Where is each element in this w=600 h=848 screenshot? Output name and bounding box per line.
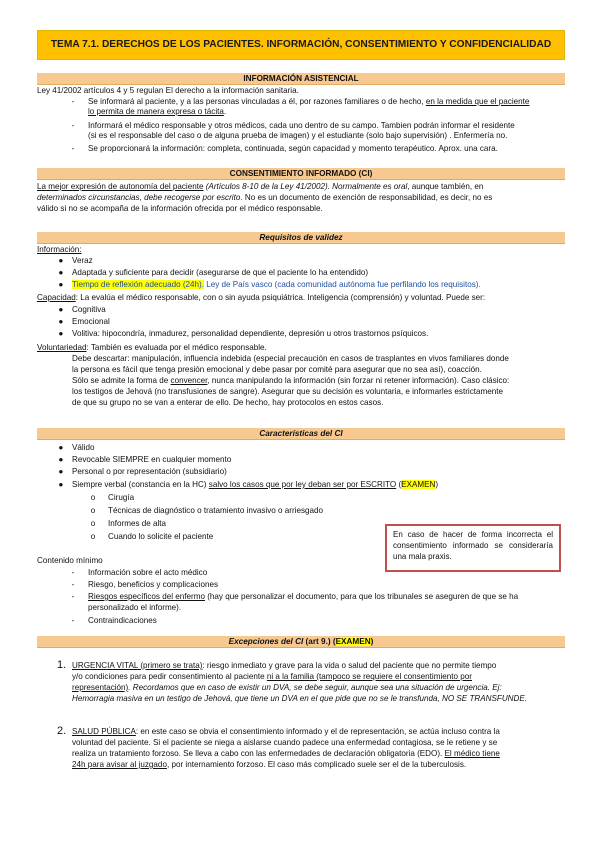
contenido-item-2: Riesgo, beneficios y complicaciones — [88, 580, 219, 589]
text-underlined: salvo los casos que por ley deban ser por ESCRITO — [208, 480, 397, 489]
cap-emocional: Emocional — [72, 317, 110, 326]
note-text: En caso de hacer de forma incorrecta el consentimiento informado se consideraría una mala praxis. — [393, 530, 553, 561]
section-header-text: Características del CI — [259, 429, 343, 438]
text-underlined: URGENCIA VITAL (primero se trata) — [72, 661, 203, 670]
contenido-item-1: Información sobre el acto médico — [88, 568, 208, 577]
bullet-circle: o — [90, 506, 96, 515]
text: (art 9.) ( — [303, 637, 336, 646]
text: Sólo se admite la forma de — [72, 376, 171, 385]
text: , aunque también, en — [407, 182, 484, 191]
text: ) — [370, 637, 374, 646]
bullet-dot: ● — [58, 455, 64, 464]
car-revocable: Revocable SIEMPRE en cualquier momento — [72, 455, 232, 464]
car-valido: Válido — [72, 443, 95, 452]
page-title-text: TEMA 7.1. DERECHOS DE LOS PACIENTES. INFORMACIÓN, CONSENTIMIENTO Y CONFIDENCIALIDAD — [50, 38, 552, 50]
contenido-label: Contenido mínimo — [37, 556, 103, 565]
sub-cirugia: Cirugía — [108, 493, 135, 502]
text: realiza un tratamiento forzoso. Se lleva a cabo con las enfermedades de declaración obligatoria (EDO). — [72, 749, 445, 758]
text: ) — [435, 480, 439, 489]
exc1-line-2 — [72, 672, 568, 682]
text: ( — [396, 480, 402, 489]
info-req-tiempo — [72, 280, 600, 290]
info-item-1-line-1 — [88, 97, 568, 107]
text-italic: (Artículos 8-10 de la Ley 41/2002). Normalmente es oral — [203, 182, 408, 191]
info-item-1-line-2 — [88, 107, 568, 117]
text: (hay que personalizar el documento, para que los tribunales se aseguren de que se ha — [204, 592, 519, 601]
text-italic: . Recordamos que en caso de existir un DVA, se debe seguir, aunque sea una situación de urgencia. Ej: — [128, 683, 502, 692]
cap-cognitiva: Cognitiva — [72, 305, 106, 314]
capacidad-line — [37, 293, 565, 303]
section-header-excepciones — [37, 636, 565, 648]
text: , nunca manipulando la información (sin forzar ni retener información). Caso clásico: — [207, 376, 510, 385]
dash-bullet: - — [71, 121, 75, 130]
bullet-dot: ● — [58, 268, 64, 277]
info-item-3: Se proporcionará la información: completa, continuada, según capacidad y momento terapéutico. Aprox. una cara. — [88, 144, 498, 153]
text: : También es evaluada por el médico responsable. — [86, 343, 267, 352]
vol-line-2: la persona es fácil que tenga presión emocional y debe pasar por comité para asegurar que no sea así), coacción. — [72, 365, 482, 374]
text: y/o condiciones para pedir consentimiento al paciente — [72, 672, 267, 681]
text: , por internamiento forzoso. El caso más complicado suele ser el de la tuberculosis. — [166, 760, 467, 769]
bullet-dot: ● — [58, 256, 64, 265]
text-underlined: El médico tiene — [444, 749, 500, 758]
contenido-item-4: Contraindicaciones — [88, 616, 157, 625]
section-header-text: Excepciones del CI — [228, 637, 304, 646]
car-personal: Personal o por representación (subsidiario) — [72, 467, 227, 476]
info-req-adaptada: Adaptada y suficiente para decidir (asegurarse de que el paciente lo ha entendido) — [72, 268, 369, 277]
cap-volitiva: Volitiva: hipocondría, inmadurez, personalidad dependiente, depresión u otros trastornos psíquicos. — [72, 329, 429, 338]
section-header-text: CONSENTIMIENTO INFORMADO (CI) — [229, 169, 373, 178]
text-italic: determinados circunstancias, debe recogerse por escrito — [37, 193, 241, 202]
section-header-text: INFORMACIÓN ASISTENCIAL — [243, 74, 359, 83]
sub-tecnicas: Técnicas de diagnóstico o tratamiento invasivo o arriesgado — [108, 506, 324, 515]
text: . No es un documento de exención de responsabilidad, es decir, no es — [240, 193, 493, 202]
exc1-line-3 — [72, 683, 568, 693]
bullet-dot: ● — [58, 329, 64, 338]
exc2-line-3 — [72, 749, 568, 759]
capacidad-label: Capacidad — [37, 293, 76, 302]
text: Siempre verbal (constancia en la HC) — [72, 480, 209, 489]
exc2-line-1 — [72, 727, 568, 737]
text-underlined: lo permita de manera expresa o tácita — [88, 107, 224, 116]
text-underlined: La mejor expresión de autonomía del paciente — [37, 182, 204, 191]
text-underlined: ni a la familia (tampoco se requiere el consentimiento por — [266, 672, 472, 681]
info-item-2-line-1: Informará el médico responsable y otros médicos, cada uno dentro de su campo. Tambien podrán informar el residente — [88, 121, 515, 130]
dash-bullet: - — [71, 144, 75, 153]
car-escrito — [72, 480, 600, 490]
bullet-dot: ● — [58, 480, 64, 489]
exception-number-2: 2. — [57, 725, 67, 737]
text-underlined: 24h para avisar al juzgado — [72, 760, 167, 769]
sub-informes: Informes de alta — [108, 519, 167, 528]
text: : La evalúa el médico responsable, con o sin ayuda psiquiátrica. Inteligencia (comprensión) y voluntad. Puede ser: — [75, 293, 486, 302]
dash-bullet: - — [71, 580, 75, 589]
ci-line-3: válido si no se acompaña de la información ofrecida por el médico responsable. — [37, 204, 323, 213]
vol-line-4: los testigos de Jehová (no transfusiones de sangre). Asegurar que su decisión es voluntaria, e informarles estrictamente — [72, 387, 503, 396]
bullet-dot: ● — [58, 443, 64, 452]
text-underlined: en la medida que el paciente — [425, 97, 530, 106]
bullet-dot: ● — [58, 467, 64, 476]
dash-bullet: - — [71, 616, 75, 625]
section-header-consentimiento — [37, 168, 565, 180]
contenido-item-3-line-2: personalizado el informe). — [88, 603, 182, 612]
bullet-dot: ● — [58, 280, 64, 289]
vol-line-1: Debe descartar: manipulación, influencia indebida (especial precaución en casos de trasplantes en vivos familiares donde — [72, 354, 509, 363]
contenido-item-3-line-1 — [88, 592, 568, 602]
text-underlined: Riesgos específicos del enfermo — [88, 592, 205, 601]
info-intro: Ley 41/2002 artículos 4 y 5 regulan El derecho a la información sanitaria. — [37, 86, 299, 95]
dash-bullet: - — [71, 568, 75, 577]
bullet-dot: ● — [58, 305, 64, 314]
section-header-info-asistencial — [37, 73, 565, 85]
text-underlined: SALUD PÚBLICA — [72, 727, 136, 736]
informacion-label: Información: — [37, 245, 82, 254]
section-header-requisitos — [37, 232, 565, 244]
ci-line-1 — [37, 182, 565, 192]
dash-bullet: - — [71, 97, 75, 106]
voluntariedad-line — [37, 343, 565, 353]
section-header-text: Requisitos de validez — [259, 233, 343, 242]
text-underlined: convencer — [170, 376, 208, 385]
text: Ley de País vasco (cada comunidad autónoma fue perfilando los requisitos). — [203, 280, 481, 289]
text: Se informará al paciente, y a las personas vinculadas a él, por razones familiares o de hecho, — [88, 97, 426, 106]
exc2-line-4 — [72, 760, 568, 770]
vol-line-5: de que su grupo no se van a enterar de ello. De hecho, hay protocolos en estos casos. — [72, 398, 384, 407]
vol-line-3 — [72, 376, 568, 386]
ci-line-2 — [37, 193, 565, 203]
exc1-line-4: Hemorragia masiva en un testigo de Jehová, que tiene un DVA en el que pide que no se le transfunda, NO SE TRANSFUNDE. — [72, 694, 528, 703]
exception-number-1: 1. — [57, 659, 67, 671]
exam-highlight: EXAMEN — [401, 480, 436, 489]
voluntariedad-label: Voluntariedad — [37, 343, 87, 352]
exc1-line-1 — [72, 661, 568, 671]
text: . — [223, 107, 227, 116]
exam-highlight: EXAMEN — [335, 637, 371, 646]
info-item-2-line-2: (si es el responsable del caso o de alguna prueba de imagen) y el estudiante (solo bajo supervisión) . Enfermería no. — [88, 131, 508, 140]
text-highlighted: Tiempo de reflexión adecuado (24h). — [72, 280, 204, 289]
bullet-circle: o — [90, 532, 96, 541]
text: : riesgo inmediato y grave para la vida o salud del paciente que no permite tiempo — [202, 661, 497, 670]
page-title — [37, 30, 565, 60]
bullet-dot: ● — [58, 317, 64, 326]
text-underlined: representación) — [72, 683, 129, 692]
text: : en este caso se obvia el consentimiento informado y el de representación, se actúa incluso contra la — [135, 727, 500, 736]
sub-solicite: Cuando lo solicite el paciente — [108, 532, 214, 541]
exc2-line-2: voluntad del paciente. Si el paciente se niega a aislarse cuando padece una enfermedad contagiosa, se le retiene y se — [72, 738, 498, 747]
bullet-circle: o — [90, 493, 96, 502]
dash-bullet: - — [71, 592, 75, 601]
bullet-circle: o — [90, 519, 96, 528]
section-header-caracteristicas — [37, 428, 565, 440]
info-req-veraz: Veraz — [72, 256, 93, 265]
